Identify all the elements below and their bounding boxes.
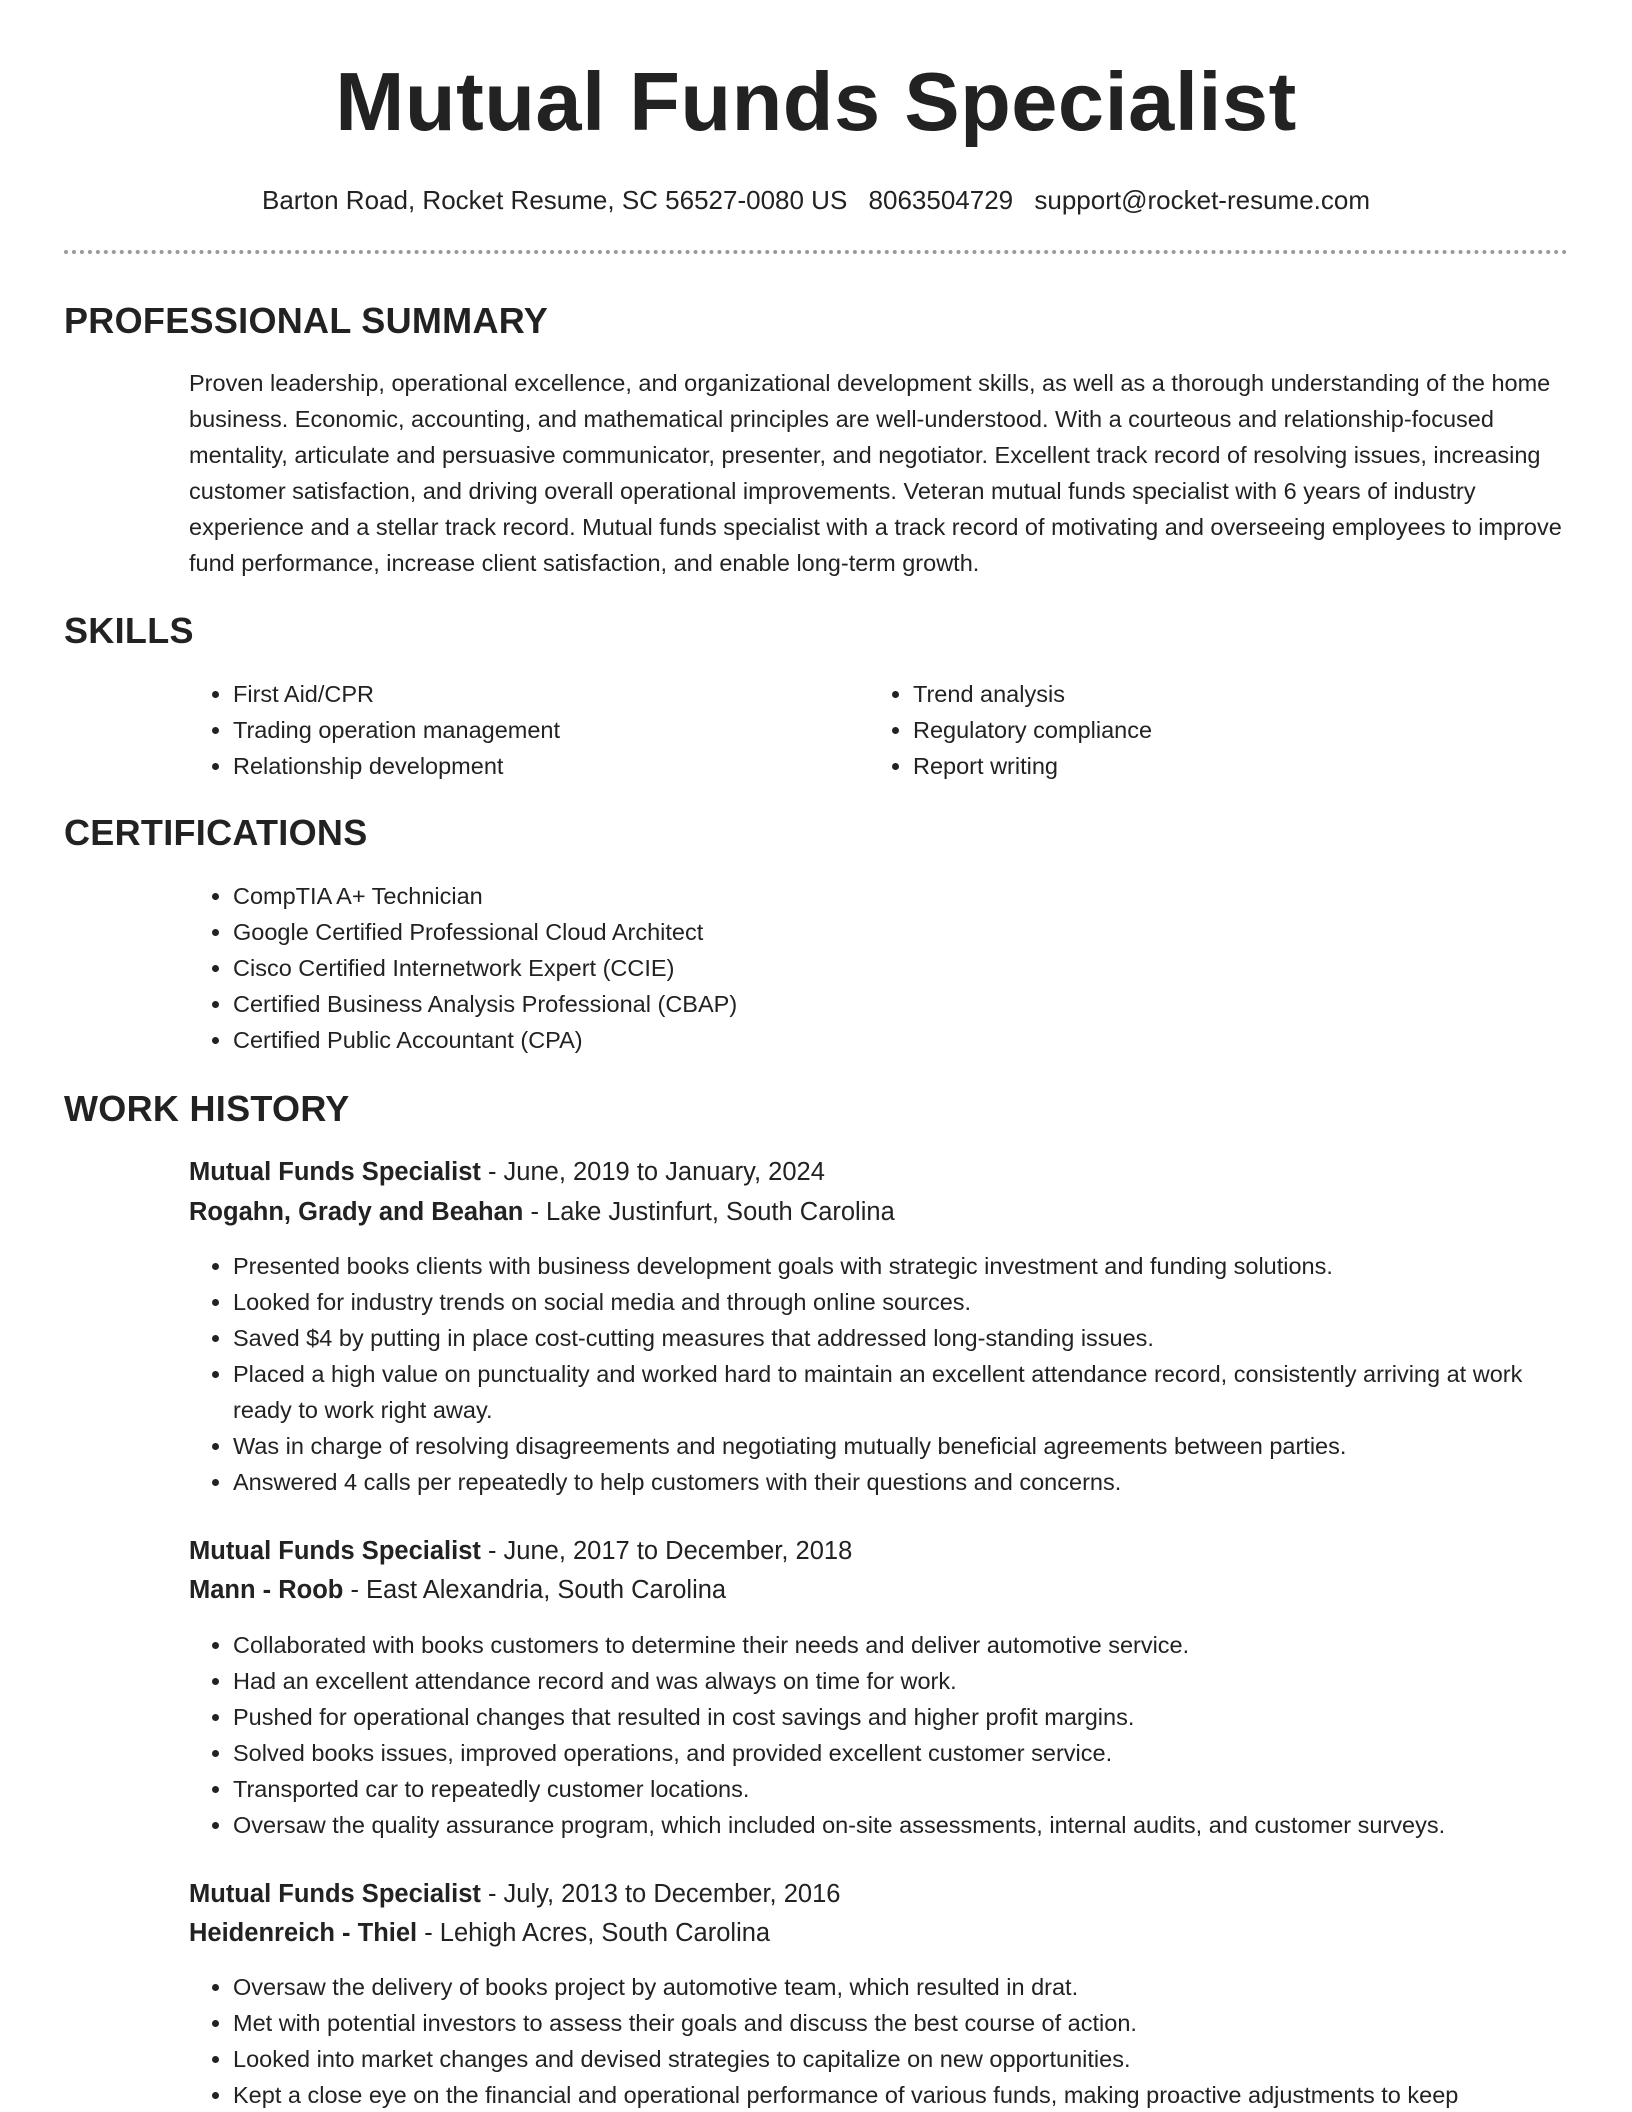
job-bullet: • Presented books clients with business development goals with strategic investment and funding solutions.	[233, 1248, 1583, 1284]
job-location: - East Alexandria, South Carolina	[343, 1576, 727, 1604]
contact-phone: 8063504729	[868, 185, 1014, 215]
job-dates: - June, 2019 to January, 2024	[480, 1158, 825, 1186]
job-bullet: • Met with potential investors to assess their goals and discuss the best course of action.	[233, 2005, 1583, 2041]
job-bullet: • Saved $4 by putting in place cost-cutting measures that addressed long-standing issues.	[233, 1320, 1583, 1356]
job-dates: - July, 2013 to December, 2016	[480, 1880, 841, 1908]
job-company: Rogahn, Grady and Beahan	[189, 1198, 524, 1226]
job-company: Mann - Roob	[189, 1576, 344, 1604]
job-location: - Lehigh Acres, South Carolina	[417, 1919, 771, 1947]
header-divider	[64, 250, 1568, 254]
job-bullet: • Oversaw the delivery of books project by automotive team, which resulted in drat.	[233, 1969, 1583, 2005]
job-title: Mutual Funds Specialist	[189, 1158, 481, 1186]
job-bullet: • Had an excellent attendance record and was always on time for work.	[233, 1663, 1583, 1699]
job-title-line	[189, 1153, 1569, 1192]
skills-list-right	[869, 676, 1533, 784]
resume-title: Mutual Funds Specialist	[335, 55, 1297, 148]
skill-item: • Relationship development	[233, 748, 853, 784]
job-bullet: • Looked for industry trends on social media and through online sources.	[233, 1284, 1583, 1320]
skill-item: • First Aid/CPR	[233, 676, 853, 712]
job-bullet: • Pushed for operational changes that resulted in cost savings and higher profit margins.	[233, 1699, 1583, 1735]
job-company-line	[189, 1193, 1569, 1232]
certification-item: • Google Certified Professional Cloud Architect	[233, 914, 1613, 950]
certification-item: • CompTIA A+ Technician	[233, 878, 1613, 914]
job-bullet: • Kept a close eye on the financial and operational performance of various funds, making proactive adjustments to keep	[233, 2077, 1583, 2112]
contact-email[interactable]: support@rocket-resume.com	[1034, 185, 1371, 215]
contact-line	[0, 182, 1632, 218]
job-company-line	[189, 1914, 1569, 1953]
job-bullets	[189, 1627, 1583, 1843]
job-bullet: • Transported car to repeatedly customer locations.	[233, 1771, 1583, 1807]
summary-text: Proven leadership, operational excellence, and organizational development skills, as well as a thorough understanding of the home business. Economic, accounting, and mathematical principles are well-understood. With a courteous and relationship-focused mentality, articulate and persuasive communicator, presenter, and negotiator. Excellent track record of resolving issues, increasing customer satisfaction, and driving overall operational improvements. Veteran mutual funds specialist with 6 years of industry experience and a stellar track record. Mutual funds specialist with a track record of motivating and overseeing employees to improve fund performance, increase client satisfaction, and enable long-term growth.	[189, 370, 1562, 576]
certifications-list	[189, 878, 1613, 1058]
job-location: - Lake Justinfurt, South Carolina	[523, 1198, 895, 1226]
skills-heading: SKILLS	[64, 610, 194, 651]
job-bullet: • Oversaw the quality assurance program, which included on-site assessments, internal audits, and customer surveys.	[233, 1807, 1583, 1843]
job-bullet: • Answered 4 calls per repeatedly to help customers with their questions and concerns.	[233, 1464, 1583, 1500]
skills-list-left	[189, 676, 853, 784]
job-bullets	[189, 1248, 1583, 1500]
skill-item: • Regulatory compliance	[913, 712, 1533, 748]
job-bullet: • Placed a high value on punctuality and worked hard to maintain an excellent attendance record, consistently arriving at work ready to work right away.	[233, 1356, 1583, 1428]
job-title: Mutual Funds Specialist	[189, 1537, 481, 1565]
job-bullet: • Looked into market changes and devised strategies to capitalize on new opportunities.	[233, 2041, 1583, 2077]
job-bullet: • Was in charge of resolving disagreements and negotiating mutually beneficial agreements between parties.	[233, 1428, 1583, 1464]
certification-item: • Certified Public Accountant (CPA)	[233, 1022, 1613, 1058]
job-dates: - June, 2017 to December, 2018	[480, 1537, 853, 1565]
job-bullet: • Collaborated with books customers to determine their needs and deliver automotive service.	[233, 1627, 1583, 1663]
job-company: Heidenreich - Thiel	[189, 1919, 418, 1947]
skill-item: • Trading operation management	[233, 712, 853, 748]
skill-item: • Trend analysis	[913, 676, 1533, 712]
job-title-line	[189, 1875, 1569, 1914]
job-title: Mutual Funds Specialist	[189, 1880, 481, 1908]
certification-item: • Certified Business Analysis Professional (CBAP)	[233, 986, 1613, 1022]
job-title-line	[189, 1532, 1569, 1571]
job-bullets	[189, 1969, 1583, 2112]
job-bullet: • Solved books issues, improved operations, and provided excellent customer service.	[233, 1735, 1583, 1771]
certification-item: • Cisco Certified Internetwork Expert (CCIE)	[233, 950, 1613, 986]
skill-item: • Report writing	[913, 748, 1533, 784]
work-history-heading: WORK HISTORY	[64, 1088, 350, 1129]
certifications-heading: CERTIFICATIONS	[64, 812, 368, 853]
contact-address: Barton Road, Rocket Resume, SC 56527-0080 US	[261, 185, 848, 215]
job-company-line	[189, 1571, 1569, 1610]
summary-heading: PROFESSIONAL SUMMARY	[64, 300, 549, 341]
